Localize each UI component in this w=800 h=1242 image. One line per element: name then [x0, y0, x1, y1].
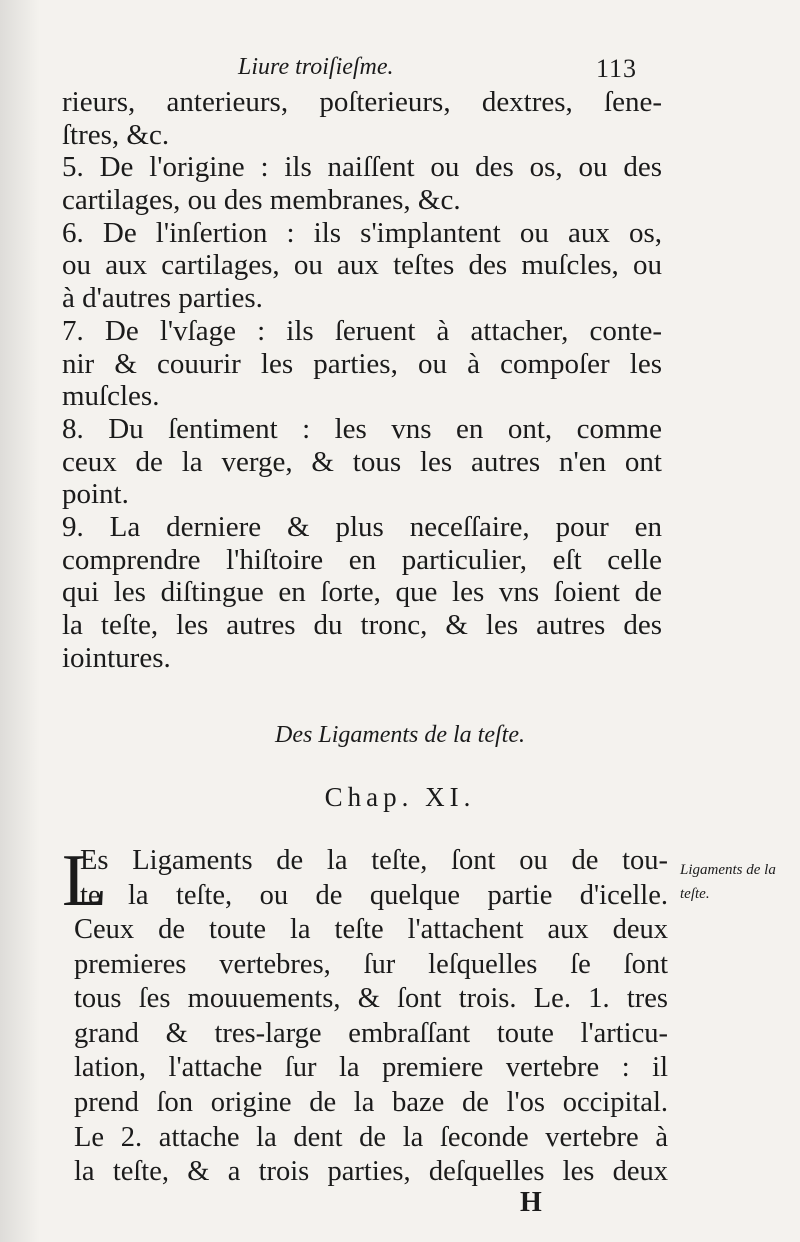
text-line: rieurs, anterieurs, poſterieurs, dextres, ſene-	[62, 86, 662, 118]
text-line: lation, l'attache ſur la premiere vertebre : il	[74, 1052, 668, 1084]
text-line: te la teſte, ou de quelque partie d'icelle.	[80, 879, 668, 911]
text-line: prend ſon origine de la baze de l'os occipital.	[74, 1086, 668, 1118]
margin-note: Ligaments de la teſte.	[680, 862, 776, 902]
running-title: Liure troiſieſme.	[238, 54, 394, 80]
text-line: 5. De l'origine : ils naiſſent ou des os, ou des	[62, 151, 662, 184]
text-line: muſcles.	[62, 380, 160, 413]
page-number: 113	[596, 54, 638, 83]
text-line: la teſte, les autres du tronc, & les autres des	[62, 609, 662, 641]
text-line: Es Ligaments de la teſte, ſont ou de tou-	[80, 845, 668, 876]
text-line: 9. La derniere & plus neceſſaire, pour en	[62, 510, 662, 543]
text-line: tous ſes mouuements, & ſont trois. Le. 1. tres	[74, 983, 668, 1015]
text-line: nir & couurir les parties, ou à compoſer les	[62, 347, 662, 380]
text-line: ceux de la verge, & tous les autres n'en ont	[62, 445, 662, 478]
text-line: 8. Du ſentiment : les vns en ont, comme	[62, 412, 662, 445]
signature-mark: H	[520, 1187, 542, 1218]
text-line: ſtres, &c.	[62, 118, 170, 151]
text-line: grand & tres-large embraſſant toute l'articu-	[74, 1017, 668, 1049]
chapter-heading: Chap. XI.	[324, 782, 476, 812]
text-line: point.	[62, 478, 129, 511]
text-line: 6. De l'inſertion : ils s'implantent ou aux os,	[62, 216, 662, 249]
chapter-text	[80, 844, 668, 913]
text-line: premieres vertebres, ſur leſquelles ſe ſont	[74, 948, 668, 980]
text-line: la teſte, & a trois parties, deſquelles les deux	[74, 1156, 668, 1188]
text-line: comprendre l'hiſtoire en particulier, eſt celle	[62, 543, 662, 576]
text-line: iointures.	[62, 641, 171, 674]
text-line: qui les diſtingue en ſorte, que les vns ſoient de	[62, 576, 662, 609]
text-line: à d'autres parties.	[62, 282, 263, 315]
text-line: cartilages, ou des membranes, &c.	[62, 184, 461, 217]
body-text	[62, 86, 662, 674]
text-line: ou aux cartilages, ou aux teſtes des muſcles, ou	[62, 249, 662, 282]
drop-cap: L	[62, 840, 108, 922]
running-head	[0, 54, 800, 88]
section-heading: Des Ligaments de la teſte.	[275, 722, 525, 748]
text-line: Le 2. attache la dent de la ſeconde vertebre à	[74, 1121, 668, 1153]
text-line: 7. De l'vſage : ils ſeruent à attacher, conte-	[62, 314, 662, 347]
chapter-text-continued	[74, 913, 668, 1190]
text-line: Ceux de toute la teſte l'attachent aux deux	[74, 914, 668, 945]
